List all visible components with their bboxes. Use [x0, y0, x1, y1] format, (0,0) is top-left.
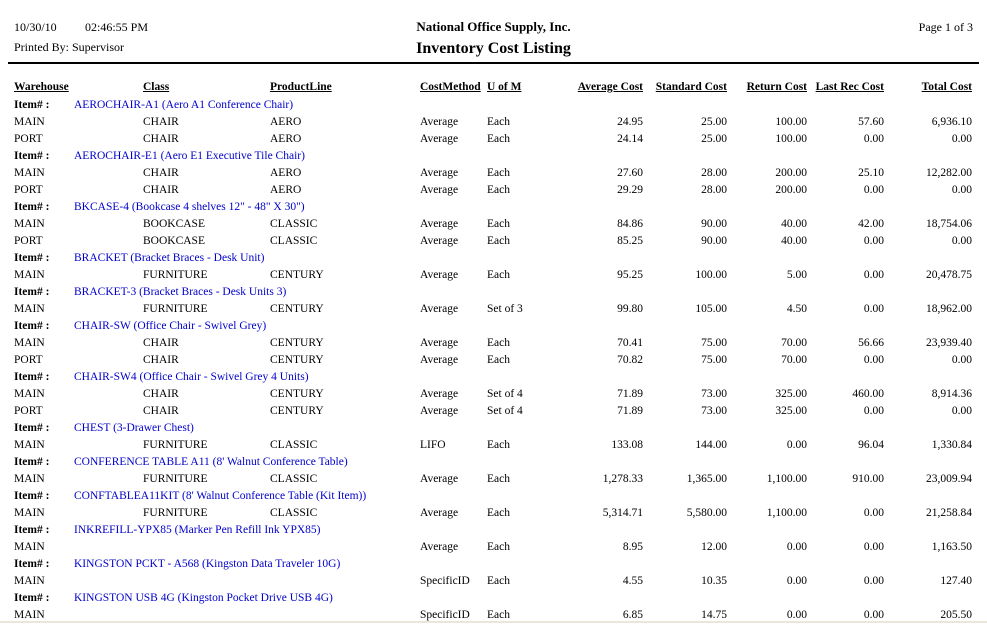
table-row — [0, 301, 987, 318]
cell-total-cost: 205.50 — [940, 609, 972, 621]
cell-lastrec-cost: 0.00 — [863, 609, 884, 621]
cell-warehouse: MAIN — [14, 575, 45, 587]
cell-standard-cost: 1,365.00 — [686, 473, 727, 485]
cell-uofm: Each — [487, 609, 510, 621]
cell-costmethod: Average — [420, 303, 459, 315]
cell-return-cost: 0.00 — [786, 575, 807, 587]
cell-uofm: Each — [487, 541, 510, 553]
table-row — [0, 403, 987, 420]
table-row — [0, 233, 987, 250]
cell-class: CHAIR — [143, 167, 179, 179]
cell-costmethod: Average — [420, 218, 459, 230]
cell-standard-cost: 25.00 — [701, 116, 727, 128]
cell-standard-cost: 25.00 — [701, 133, 727, 145]
cell-class: CHAIR — [143, 116, 179, 128]
cell-uofm: Each — [487, 439, 510, 451]
item-description: CHAIR-SW (Office Chair - Swivel Grey) — [74, 320, 267, 332]
item-number-label: Item# : — [14, 558, 50, 570]
cell-return-cost: 1,100.00 — [766, 507, 807, 519]
cell-lastrec-cost: 0.00 — [863, 541, 884, 553]
item-header-row — [0, 556, 987, 573]
cell-productline: CENTURY — [270, 269, 324, 281]
item-number-label: Item# : — [14, 371, 50, 383]
cell-total-cost: 12,282.00 — [926, 167, 972, 179]
item-description: CHEST (3-Drawer Chest) — [74, 422, 194, 434]
item-description: CONFERENCE TABLE A11 (8' Walnut Conference Table) — [74, 456, 348, 468]
cell-total-cost: 0.00 — [951, 184, 972, 196]
cell-total-cost: 0.00 — [951, 235, 972, 247]
cell-class: CHAIR — [143, 405, 179, 417]
cell-total-cost: 127.40 — [940, 575, 972, 587]
cell-warehouse: MAIN — [14, 167, 45, 179]
item-header-row — [0, 369, 987, 386]
column-header-warehouse: Warehouse — [14, 81, 69, 93]
printed-by: Printed By: Supervisor — [14, 40, 124, 54]
cell-productline: CLASSIC — [270, 439, 318, 451]
cell-standard-cost: 100.00 — [695, 269, 727, 281]
cell-uofm: Each — [487, 235, 510, 247]
cell-standard-cost: 5,580.00 — [686, 507, 727, 519]
cell-lastrec-cost: 0.00 — [863, 235, 884, 247]
column-header-lastrec-cost: Last Rec Cost — [815, 81, 884, 93]
cell-average-cost: 1,278.33 — [602, 473, 643, 485]
item-description: BRACKET-3 (Bracket Braces - Desk Units 3) — [74, 286, 287, 298]
item-number-label: Item# : — [14, 456, 50, 468]
cell-return-cost: 325.00 — [775, 405, 807, 417]
item-header-row — [0, 284, 987, 301]
cell-uofm: Each — [487, 337, 510, 349]
cell-uofm: Each — [487, 218, 510, 230]
cell-costmethod: LIFO — [420, 439, 446, 451]
cell-total-cost: 1,330.84 — [931, 439, 972, 451]
cell-class: CHAIR — [143, 133, 179, 145]
column-header-class: Class — [143, 81, 170, 93]
cell-costmethod: Average — [420, 337, 459, 349]
cell-lastrec-cost: 460.00 — [852, 388, 884, 400]
header-rule — [8, 62, 979, 64]
cell-return-cost: 4.50 — [786, 303, 807, 315]
cell-class: FURNITURE — [143, 439, 208, 451]
table-row — [0, 165, 987, 182]
cell-warehouse: PORT — [14, 405, 43, 417]
cell-uofm: Each — [487, 507, 510, 519]
cell-uofm: Set of 4 — [487, 388, 523, 400]
cell-total-cost: 18,754.06 — [926, 218, 972, 230]
cell-return-cost: 0.00 — [786, 541, 807, 553]
cell-class: FURNITURE — [143, 473, 208, 485]
cell-uofm: Each — [487, 354, 510, 366]
table-row — [0, 335, 987, 352]
column-header-total-cost: Total Cost — [921, 81, 972, 93]
cell-total-cost: 0.00 — [951, 354, 972, 366]
cell-standard-cost: 28.00 — [701, 167, 727, 179]
item-number-label: Item# : — [14, 286, 50, 298]
cell-productline: CLASSIC — [270, 218, 318, 230]
cell-productline: AERO — [270, 116, 302, 128]
cell-standard-cost: 73.00 — [701, 405, 727, 417]
cell-class: FURNITURE — [143, 507, 208, 519]
cell-productline: AERO — [270, 167, 302, 179]
cell-uofm: Each — [487, 269, 510, 281]
cell-return-cost: 40.00 — [781, 218, 807, 230]
cell-costmethod: Average — [420, 473, 459, 485]
item-header-row — [0, 97, 987, 114]
table-row — [0, 216, 987, 233]
cell-productline: CLASSIC — [270, 473, 318, 485]
cell-warehouse: MAIN — [14, 439, 45, 451]
company-name: National Office Supply, Inc. — [416, 19, 571, 34]
item-number-label: Item# : — [14, 524, 50, 536]
table-row — [0, 114, 987, 131]
item-number-label: Item# : — [14, 320, 50, 332]
item-number-label: Item# : — [14, 99, 50, 111]
page-title: Inventory Cost Listing — [416, 40, 571, 57]
item-header-row — [0, 148, 987, 165]
inventory-table — [0, 79, 987, 624]
item-description: BRACKET (Bracket Braces - Desk Unit) — [74, 252, 265, 264]
cell-costmethod: Average — [420, 167, 459, 179]
cell-costmethod: Average — [420, 269, 459, 281]
cell-average-cost: 4.55 — [622, 575, 643, 587]
cell-lastrec-cost: 0.00 — [863, 184, 884, 196]
cell-warehouse: MAIN — [14, 337, 45, 349]
table-row — [0, 267, 987, 284]
cell-return-cost: 40.00 — [781, 235, 807, 247]
cell-uofm: Each — [487, 184, 510, 196]
cell-productline: CENTURY — [270, 354, 324, 366]
column-header-uofm: U of M — [487, 81, 522, 93]
item-number-label: Item# : — [14, 252, 50, 264]
item-header-row — [0, 488, 987, 505]
cell-uofm: Each — [487, 575, 510, 587]
item-description: INKREFILL-YPX85 (Marker Pen Refill Ink YPX85) — [74, 524, 321, 536]
cell-warehouse: PORT — [14, 235, 43, 247]
item-number-label: Item# : — [14, 150, 50, 162]
cell-return-cost: 100.00 — [775, 116, 807, 128]
cell-warehouse: MAIN — [14, 388, 45, 400]
cell-average-cost: 5,314.71 — [602, 507, 643, 519]
cell-uofm: Set of 3 — [487, 303, 523, 315]
item-header-row — [0, 522, 987, 539]
column-header-standard-cost: Standard Cost — [655, 81, 727, 93]
cell-total-cost: 6,936.10 — [931, 116, 972, 128]
cell-standard-cost: 12.00 — [701, 541, 727, 553]
cell-class: CHAIR — [143, 337, 179, 349]
cell-class: BOOKCASE — [143, 235, 205, 247]
cell-lastrec-cost: 56.66 — [858, 337, 884, 349]
report-time: 02:46:55 PM — [85, 20, 149, 34]
cell-costmethod: Average — [420, 507, 459, 519]
cell-productline: AERO — [270, 133, 302, 145]
cell-lastrec-cost: 0.00 — [863, 575, 884, 587]
column-header-average-cost: Average Cost — [577, 81, 643, 93]
cell-warehouse: MAIN — [14, 116, 45, 128]
cell-standard-cost: 105.00 — [695, 303, 727, 315]
item-number-label: Item# : — [14, 490, 50, 502]
cell-uofm: Each — [487, 167, 510, 179]
cell-productline: CENTURY — [270, 337, 324, 349]
cell-warehouse: MAIN — [14, 269, 45, 281]
cell-standard-cost: 75.00 — [701, 354, 727, 366]
item-description: KINGSTON USB 4G (Kingston Pocket Drive USB 4G) — [74, 592, 333, 604]
item-description: BKCASE-4 (Bookcase 4 shelves 12" - 48" X 30") — [74, 201, 305, 213]
cell-uofm: Each — [487, 473, 510, 485]
cell-standard-cost: 28.00 — [701, 184, 727, 196]
cell-return-cost: 0.00 — [786, 609, 807, 621]
cell-standard-cost: 144.00 — [695, 439, 727, 451]
cell-costmethod: Average — [420, 133, 459, 145]
item-header-row — [0, 318, 987, 335]
cell-return-cost: 70.00 — [781, 337, 807, 349]
cell-return-cost: 200.00 — [775, 167, 807, 179]
cell-costmethod: Average — [420, 116, 459, 128]
cell-costmethod: Average — [420, 235, 459, 247]
cell-average-cost: 27.60 — [617, 167, 643, 179]
cell-uofm: Set of 4 — [487, 405, 523, 417]
item-header-row — [0, 590, 987, 607]
report-date: 10/30/10 — [14, 20, 57, 34]
cell-standard-cost: 75.00 — [701, 337, 727, 349]
cell-average-cost: 70.82 — [617, 354, 643, 366]
cell-return-cost: 1,100.00 — [766, 473, 807, 485]
item-description: CONFTABLEA11KIT (8' Walnut Conference Table (Kit Item)) — [74, 490, 367, 502]
cell-class: CHAIR — [143, 354, 179, 366]
table-row — [0, 352, 987, 369]
cell-costmethod: Average — [420, 354, 459, 366]
cell-total-cost: 21,258.84 — [926, 507, 972, 519]
table-row — [0, 471, 987, 488]
cell-average-cost: 84.86 — [617, 218, 643, 230]
cell-productline: CLASSIC — [270, 235, 318, 247]
cell-return-cost: 5.00 — [786, 269, 807, 281]
cell-warehouse: MAIN — [14, 218, 45, 230]
cell-average-cost: 24.14 — [617, 133, 643, 145]
cell-return-cost: 0.00 — [786, 439, 807, 451]
item-description: AEROCHAIR-E1 (Aero E1 Executive Tile Chair) — [74, 150, 305, 162]
cell-average-cost: 95.25 — [617, 269, 643, 281]
cell-productline: AERO — [270, 184, 302, 196]
cell-average-cost: 133.08 — [611, 439, 643, 451]
cell-average-cost: 6.85 — [622, 609, 643, 621]
table-row — [0, 182, 987, 199]
cell-productline: CENTURY — [270, 405, 324, 417]
cell-warehouse: MAIN — [14, 541, 45, 553]
cell-standard-cost: 10.35 — [701, 575, 727, 587]
cell-standard-cost: 14.75 — [701, 609, 727, 621]
cell-lastrec-cost: 0.00 — [863, 303, 884, 315]
table-row — [0, 573, 987, 590]
cell-warehouse: MAIN — [14, 303, 45, 315]
cell-total-cost: 23,939.40 — [926, 337, 972, 349]
cell-total-cost: 20,478.75 — [926, 269, 972, 281]
item-number-label: Item# : — [14, 201, 50, 213]
cell-lastrec-cost: 0.00 — [863, 507, 884, 519]
cell-warehouse: MAIN — [14, 609, 45, 621]
column-header-productline: ProductLine — [270, 81, 332, 93]
table-row — [0, 505, 987, 522]
cell-costmethod: Average — [420, 541, 459, 553]
cell-standard-cost: 90.00 — [701, 235, 727, 247]
cell-costmethod: Average — [420, 388, 459, 400]
cell-average-cost: 70.41 — [617, 337, 643, 349]
cell-total-cost: 1,163.50 — [931, 541, 972, 553]
cell-return-cost: 200.00 — [775, 184, 807, 196]
cell-total-cost: 23,009.94 — [926, 473, 972, 485]
cell-total-cost: 18,962.00 — [926, 303, 972, 315]
cell-return-cost: 325.00 — [775, 388, 807, 400]
cell-class: BOOKCASE — [143, 218, 205, 230]
cell-class: CHAIR — [143, 388, 179, 400]
table-row — [0, 386, 987, 403]
cell-lastrec-cost: 25.10 — [858, 167, 884, 179]
cell-average-cost: 71.89 — [617, 388, 643, 400]
table-row — [0, 131, 987, 148]
cell-return-cost: 100.00 — [775, 133, 807, 145]
cell-total-cost: 8,914.36 — [931, 388, 972, 400]
cell-warehouse: PORT — [14, 184, 43, 196]
item-number-label: Item# : — [14, 422, 50, 434]
item-header-row — [0, 454, 987, 471]
table-row — [0, 539, 987, 556]
cell-average-cost: 99.80 — [617, 303, 643, 315]
cell-class: FURNITURE — [143, 303, 208, 315]
item-description: KINGSTON PCKT - A568 (Kingston Data Traveler 10G) — [74, 558, 341, 570]
column-header-costmethod: CostMethod — [420, 81, 481, 93]
item-description: AEROCHAIR-A1 (Aero A1 Conference Chair) — [74, 99, 294, 111]
cell-lastrec-cost: 0.00 — [863, 405, 884, 417]
item-header-row — [0, 250, 987, 267]
cell-uofm: Each — [487, 116, 510, 128]
cell-total-cost: 0.00 — [951, 133, 972, 145]
cell-uofm: Each — [487, 133, 510, 145]
column-header-return-cost: Return Cost — [746, 81, 807, 93]
cell-average-cost: 85.25 — [617, 235, 643, 247]
cell-warehouse: PORT — [14, 133, 43, 145]
item-header-row — [0, 420, 987, 437]
item-number-label: Item# : — [14, 592, 50, 604]
item-header-row — [0, 199, 987, 216]
cell-productline: CENTURY — [270, 303, 324, 315]
cell-lastrec-cost: 42.00 — [858, 218, 884, 230]
page-number: Page 1 of 3 — [918, 20, 973, 34]
cell-class: FURNITURE — [143, 269, 208, 281]
cell-costmethod: Average — [420, 405, 459, 417]
table-row — [0, 437, 987, 454]
cell-standard-cost: 90.00 — [701, 218, 727, 230]
item-description: CHAIR-SW4 (Office Chair - Swivel Grey 4 Units) — [74, 371, 309, 383]
cell-lastrec-cost: 57.60 — [858, 116, 884, 128]
cell-costmethod: Average — [420, 184, 459, 196]
cell-standard-cost: 73.00 — [701, 388, 727, 400]
cell-lastrec-cost: 0.00 — [863, 354, 884, 366]
cell-return-cost: 70.00 — [781, 354, 807, 366]
cell-costmethod: SpecificID — [420, 609, 470, 621]
cell-class: CHAIR — [143, 184, 179, 196]
cell-costmethod: SpecificID — [420, 575, 470, 587]
cell-lastrec-cost: 0.00 — [863, 269, 884, 281]
cell-average-cost: 8.95 — [622, 541, 643, 553]
cell-lastrec-cost: 96.04 — [858, 439, 884, 451]
cell-average-cost: 71.89 — [617, 405, 643, 417]
cell-productline: CLASSIC — [270, 507, 318, 519]
cell-warehouse: PORT — [14, 354, 43, 366]
cell-lastrec-cost: 0.00 — [863, 133, 884, 145]
column-header-row — [0, 79, 987, 97]
cell-total-cost: 0.00 — [951, 405, 972, 417]
page-bottom-rule — [0, 621, 987, 623]
cell-productline: CENTURY — [270, 388, 324, 400]
cell-warehouse: MAIN — [14, 507, 45, 519]
cell-warehouse: MAIN — [14, 473, 45, 485]
cell-average-cost: 24.95 — [617, 116, 643, 128]
cell-average-cost: 29.29 — [617, 184, 643, 196]
cell-lastrec-cost: 910.00 — [852, 473, 884, 485]
